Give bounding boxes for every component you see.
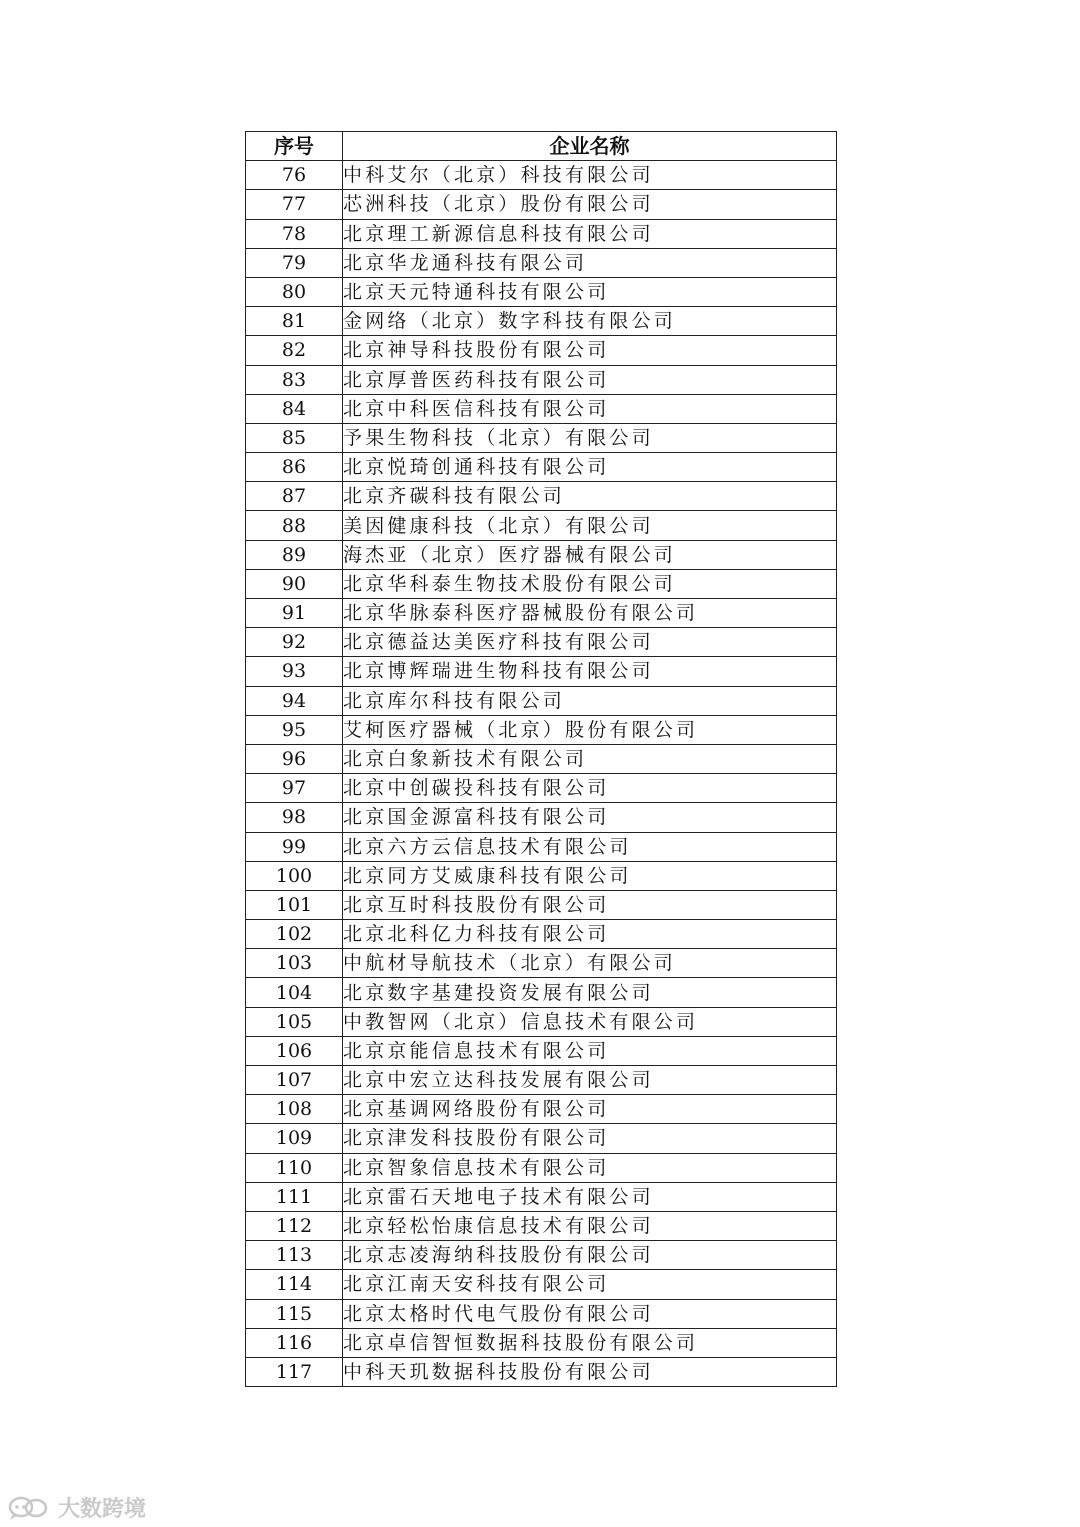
- enterprise-name: 中科艾尔（北京）科技有限公司: [343, 161, 837, 190]
- watermark-text: 大数跨境: [58, 1497, 147, 1522]
- row-number: 86: [246, 453, 343, 482]
- table-row: [246, 277, 837, 306]
- enterprise-name: 北京雷石天地电子技术有限公司: [343, 1182, 837, 1211]
- row-number: 85: [246, 423, 343, 452]
- table-row: [246, 511, 837, 540]
- enterprise-name: 中科天玑数据科技股份有限公司: [343, 1357, 837, 1386]
- enterprise-name: 艾柯医疗器械（北京）股份有限公司: [343, 715, 837, 744]
- enterprise-name: 金网络（北京）数字科技有限公司: [343, 307, 837, 336]
- enterprise-name: 北京数字基建投资发展有限公司: [343, 978, 837, 1007]
- enterprise-name: 北京华脉泰科医疗器械股份有限公司: [343, 599, 837, 628]
- enterprise-name: 北京国金源富科技有限公司: [343, 803, 837, 832]
- row-number: 117: [246, 1357, 343, 1386]
- row-number: 82: [246, 336, 343, 365]
- table-row: [246, 307, 837, 336]
- table-row: [246, 978, 837, 1007]
- enterprise-table: [245, 131, 837, 1387]
- table-row: [246, 920, 837, 949]
- table-row: [246, 715, 837, 744]
- row-number: 93: [246, 657, 343, 686]
- row-number: 104: [246, 978, 343, 1007]
- table-row: [246, 336, 837, 365]
- row-number: 112: [246, 1211, 343, 1240]
- enterprise-name: 北京白象新技术有限公司: [343, 744, 837, 773]
- enterprise-name: 北京厚普医药科技有限公司: [343, 365, 837, 394]
- row-number: 106: [246, 1036, 343, 1065]
- enterprise-name: 芯洲科技（北京）股份有限公司: [343, 190, 837, 219]
- row-number: 78: [246, 219, 343, 248]
- enterprise-name: 北京库尔科技有限公司: [343, 686, 837, 715]
- enterprise-name: 北京中宏立达科技发展有限公司: [343, 1066, 837, 1095]
- enterprise-name: 中航材导航技术（北京）有限公司: [343, 949, 837, 978]
- table-row: [246, 453, 837, 482]
- row-number: 80: [246, 277, 343, 306]
- chat-bubble-logo-icon: [8, 1495, 52, 1521]
- row-number: 111: [246, 1182, 343, 1211]
- table-row: [246, 1007, 837, 1036]
- enterprise-name: 北京悦琦创通科技有限公司: [343, 453, 837, 482]
- table-body: [246, 161, 837, 1387]
- enterprise-name: 北京齐碳科技有限公司: [343, 482, 837, 511]
- row-number: 107: [246, 1066, 343, 1095]
- table-row: [246, 1270, 837, 1299]
- table-row: [246, 569, 837, 598]
- table-row: [246, 1357, 837, 1386]
- enterprise-list-sheet: [245, 131, 836, 1387]
- enterprise-name: 海杰亚（北京）医疗器械有限公司: [343, 540, 837, 569]
- table-row: [246, 1241, 837, 1270]
- table-row: [246, 949, 837, 978]
- enterprise-name: 北京博辉瑞进生物科技有限公司: [343, 657, 837, 686]
- table-row: [246, 890, 837, 919]
- row-number: 114: [246, 1270, 343, 1299]
- table-row: [246, 248, 837, 277]
- table-row: [246, 394, 837, 423]
- table-row: [246, 1153, 837, 1182]
- table-row: [246, 1328, 837, 1357]
- enterprise-name: 北京同方艾威康科技有限公司: [343, 861, 837, 890]
- table-row: [246, 482, 837, 511]
- enterprise-name: 北京中创碳投科技有限公司: [343, 774, 837, 803]
- table-row: [246, 161, 837, 190]
- row-number: 115: [246, 1299, 343, 1328]
- row-number: 91: [246, 599, 343, 628]
- table-row: [246, 686, 837, 715]
- row-number: 103: [246, 949, 343, 978]
- row-number: 101: [246, 890, 343, 919]
- row-number: 96: [246, 744, 343, 773]
- table-row: [246, 1211, 837, 1240]
- enterprise-name: 北京基调网络股份有限公司: [343, 1095, 837, 1124]
- table-row: [246, 219, 837, 248]
- row-number: 79: [246, 248, 343, 277]
- table-row: [246, 1182, 837, 1211]
- row-number: 81: [246, 307, 343, 336]
- enterprise-name: 北京六方云信息技术有限公司: [343, 832, 837, 861]
- row-number: 105: [246, 1007, 343, 1036]
- row-number: 94: [246, 686, 343, 715]
- row-number: 99: [246, 832, 343, 861]
- row-number: 109: [246, 1124, 343, 1153]
- enterprise-name: 北京轻松怡康信息技术有限公司: [343, 1211, 837, 1240]
- table-row: [246, 832, 837, 861]
- enterprise-name: 北京中科医信科技有限公司: [343, 394, 837, 423]
- table-row: [246, 365, 837, 394]
- row-number: 92: [246, 628, 343, 657]
- table-row: [246, 1036, 837, 1065]
- table-row: [246, 1124, 837, 1153]
- row-number: 83: [246, 365, 343, 394]
- enterprise-name: 美因健康科技（北京）有限公司: [343, 511, 837, 540]
- row-number: 77: [246, 190, 343, 219]
- enterprise-name: 予果生物科技（北京）有限公司: [343, 423, 837, 452]
- table-row: [246, 190, 837, 219]
- table-row: [246, 774, 837, 803]
- row-number: 87: [246, 482, 343, 511]
- enterprise-name: 北京互时科技股份有限公司: [343, 890, 837, 919]
- row-number: 76: [246, 161, 343, 190]
- row-number: 97: [246, 774, 343, 803]
- column-header-name: 企业名称: [343, 132, 837, 161]
- table-row: [246, 628, 837, 657]
- enterprise-name: 北京华龙通科技有限公司: [343, 248, 837, 277]
- row-number: 88: [246, 511, 343, 540]
- enterprise-name: 北京天元特通科技有限公司: [343, 277, 837, 306]
- row-number: 110: [246, 1153, 343, 1182]
- table-row: [246, 540, 837, 569]
- table-row: [246, 803, 837, 832]
- table-row: [246, 599, 837, 628]
- row-number: 90: [246, 569, 343, 598]
- row-number: 98: [246, 803, 343, 832]
- enterprise-name: 北京理工新源信息科技有限公司: [343, 219, 837, 248]
- row-number: 113: [246, 1241, 343, 1270]
- enterprise-name: 北京智象信息技术有限公司: [343, 1153, 837, 1182]
- table-row: [246, 1299, 837, 1328]
- row-number: 95: [246, 715, 343, 744]
- table-row: [246, 1095, 837, 1124]
- enterprise-name: 北京华科泰生物技术股份有限公司: [343, 569, 837, 598]
- enterprise-name: 北京北科亿力科技有限公司: [343, 920, 837, 949]
- row-number: 84: [246, 394, 343, 423]
- table-row: [246, 861, 837, 890]
- table-row: [246, 423, 837, 452]
- row-number: 108: [246, 1095, 343, 1124]
- enterprise-name: 北京津发科技股份有限公司: [343, 1124, 837, 1153]
- table-row: [246, 744, 837, 773]
- row-number: 100: [246, 861, 343, 890]
- enterprise-name: 北京太格时代电气股份有限公司: [343, 1299, 837, 1328]
- enterprise-name: 北京神导科技股份有限公司: [343, 336, 837, 365]
- enterprise-name: 北京德益达美医疗科技有限公司: [343, 628, 837, 657]
- enterprise-name: 北京卓信智恒数据科技股份有限公司: [343, 1328, 837, 1357]
- enterprise-name: 北京京能信息技术有限公司: [343, 1036, 837, 1065]
- table-row: [246, 1066, 837, 1095]
- column-header-no: 序号: [246, 132, 343, 161]
- table-header-row: [246, 132, 837, 161]
- enterprise-name: 中教智网（北京）信息技术有限公司: [343, 1007, 837, 1036]
- row-number: 102: [246, 920, 343, 949]
- watermark: [8, 1492, 146, 1523]
- table-row: [246, 657, 837, 686]
- enterprise-name: 北京江南天安科技有限公司: [343, 1270, 837, 1299]
- enterprise-name: 北京志凌海纳科技股份有限公司: [343, 1241, 837, 1270]
- row-number: 89: [246, 540, 343, 569]
- row-number: 116: [246, 1328, 343, 1357]
